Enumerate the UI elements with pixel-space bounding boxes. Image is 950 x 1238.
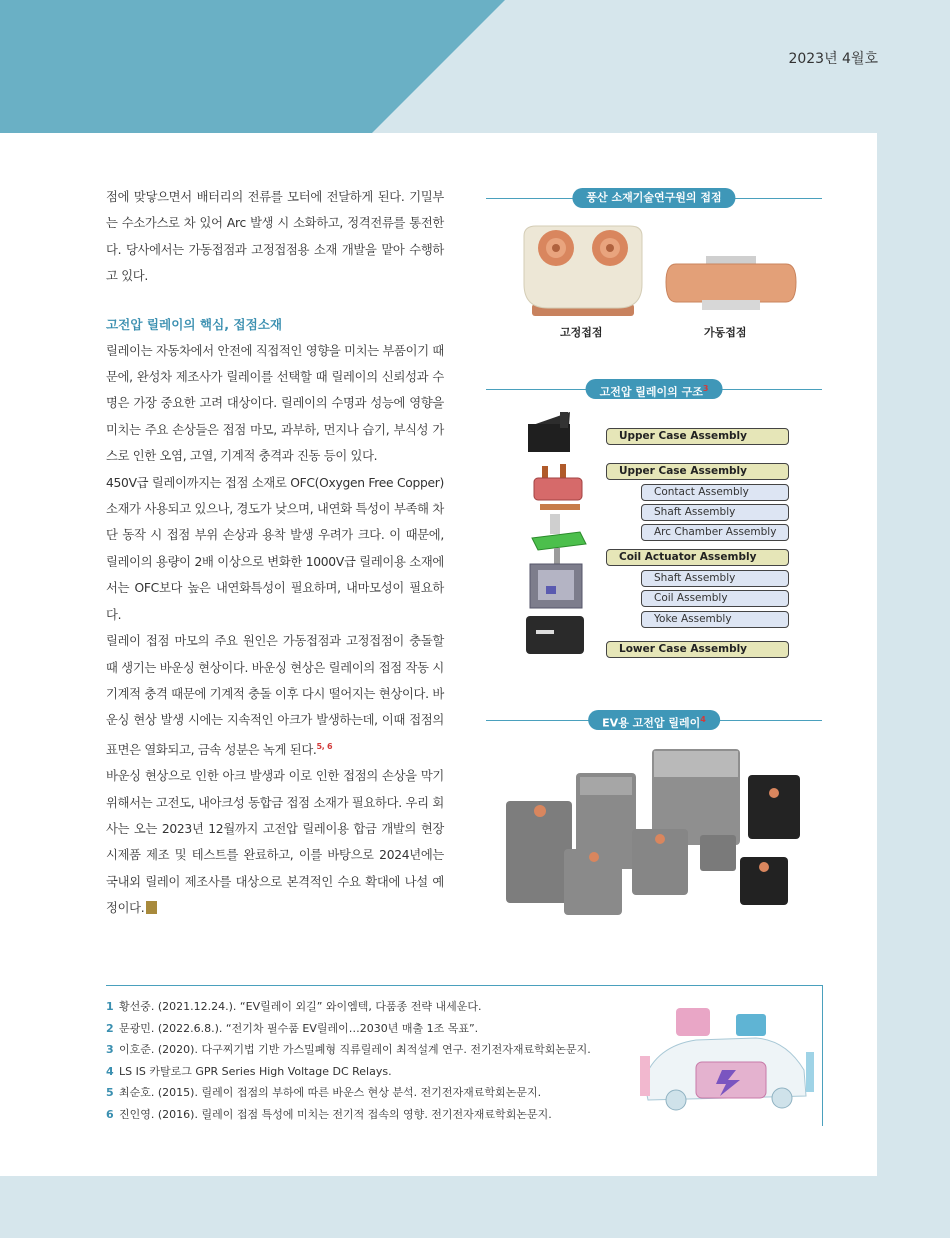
- figure3-title-text: EV용 고전압 릴레이: [602, 716, 701, 730]
- diagram-label: Yoke Assembly: [641, 611, 789, 628]
- figure2-header: [486, 379, 822, 399]
- diagram-label: Shaft Assembly: [641, 570, 789, 587]
- paragraph: [106, 763, 444, 921]
- ev-relays-photo: [500, 745, 810, 920]
- figure3-header: [486, 710, 822, 730]
- citation-superscript: 3: [702, 384, 709, 393]
- diagram-label: Arc Chamber Assembly: [641, 524, 789, 541]
- reference-item: 6 진인영. (2016). 릴레이 접점 특성에 미치는 전기적 접속의 영향. 전기전자재료학회논문지.: [106, 1107, 552, 1121]
- citation-superscript: 4: [700, 715, 706, 724]
- article-body: [106, 184, 444, 922]
- diagram-label: Coil Actuator Assembly: [606, 549, 789, 566]
- figure1-title: 풍산 소재기술연구원의 접점: [572, 188, 735, 208]
- reference-item: 3 이호준. (2020). 다구찌기법 기반 가스밀폐형 직류릴레이 최적설계 연구. 전기전자재료학회논문지.: [106, 1043, 591, 1056]
- reference-item: 4 LS IS 카탈로그 GPR Series High Voltage DC Relays.: [106, 1064, 392, 1078]
- figure2-title-text: 고전압 릴레이의 구조: [599, 385, 703, 399]
- diagram-label: Lower Case Assembly: [606, 641, 789, 658]
- paragraph: 450V급 릴레이까지는 접점 소재로 OFC(Oxygen Free Copper) 소재가 사용되고 있으나, 경도가 낮으며, 내연화 특성이 부족해 차단 동작 시 접점 부위 손상과 용착 발생 우려가 크다. 이 때문에, 릴레이의 용량이 2배 이상으로 변화한 1000V급 릴레이용 소재에서는 OFC보다 높은 내연화특성이 필요하며, 내마모성이 필요하다.: [106, 475, 444, 622]
- diagram-label: Upper Case Assembly: [606, 463, 789, 480]
- citation-superscript: 5, 6: [316, 741, 333, 751]
- reference-item: 2 문광민. (2022.6.8.). “전기차 필수품 EV릴레이…2030년 매출 1조 목표”.: [106, 1021, 479, 1035]
- issue-date: 2023년 4월호: [788, 51, 878, 67]
- diagram-label: Upper Case Assembly: [606, 428, 789, 445]
- end-mark-icon: [146, 901, 157, 914]
- moving-contact-image: [664, 252, 798, 314]
- ev-illustration-image: [636, 1000, 816, 1118]
- fixed-contact-caption: 고정접점: [560, 326, 603, 339]
- paragraph: [106, 628, 444, 763]
- figure1-header: [486, 188, 822, 208]
- reference-item: 5 최순호. (2015). 릴레이 접점의 부하에 따른 바운스 현상 분석. 전기전자재료학회논문지.: [106, 1086, 542, 1099]
- references-list: [106, 996, 591, 1125]
- fixed-contact-image: [518, 222, 648, 322]
- paragraph-text: 바운싱 현상으로 인한 아크 발생과 이로 인한 접점의 손상을 막기 위해서는 고전도, 내아크성 동합금 접점 소재가 필요하다. 우리 회사는 오는 2023년 12월까지 고전압 릴레이용 합금 개발의 현장 시제품 제조 및 테스트를 완료하고, 이를 바탕으로 2024년에는 국내외 릴레이 제조사를 대상으로 본격적인 수요 확대에 나설 예정이다.: [106, 769, 444, 916]
- paragraph: 점에 맞닿으면서 배터리의 전류를 모터에 전달하게 된다. 기밀부는 수소가스로 차 있어 Arc 발생 시 소화하고, 정격전류를 통전한다. 당사에서는 가동접점과 고정접점용 소재 개발을 맡아 수행하고 있다.: [106, 190, 444, 284]
- section-heading: 고전압 릴레이의 핵심, 접점소재: [106, 316, 283, 332]
- header-corner-banner: [0, 0, 505, 133]
- reference-item: 1 황선중. (2021.12.24.). “EV릴레이 외길” 와이엠텍, 다품종 전략 내세운다.: [106, 1000, 482, 1013]
- figure3-title: [588, 710, 720, 730]
- references-box: [106, 985, 823, 1126]
- relay-exploded-view-image: [520, 408, 610, 668]
- figure2-title: [586, 379, 723, 399]
- paragraph: 릴레이는 자동차에서 안전에 직접적인 영향을 미치는 부품이기 때문에, 완성차 제조사가 릴레이를 선택할 때 릴레이의 신뢰성과 수명은 가장 중요한 고려 대상이다. 릴레이의 수명과 성능에 영향을 미치는 주요 손상들은 접점 마모, 과부하, 먼지나 습기, 부식성 가스로 인한 오염, 고열, 기계적 충격과 진동 등이 있다.: [106, 343, 444, 464]
- moving-contact-caption: 가동접점: [704, 326, 747, 339]
- diagram-label: Contact Assembly: [641, 484, 789, 501]
- paragraph-text: 릴레이 접점 마모의 주요 원인은 가동접점과 고정접점이 충돌할 때 생기는 바운싱 현상이다. 바운싱 현상은 릴레이의 접점 작동 시 기계적 충격 때문에 기계적 충돌 이후 다시 떨어지는 현상이다. 바운싱 현상 발생 시에는 지속적인 아크가 발생하는데, 이때 접점의 표면은 열화되고, 금속 성분은 녹게 된다.: [106, 634, 444, 757]
- diagram-label: Shaft Assembly: [641, 504, 789, 521]
- diagram-label: Coil Assembly: [641, 590, 789, 607]
